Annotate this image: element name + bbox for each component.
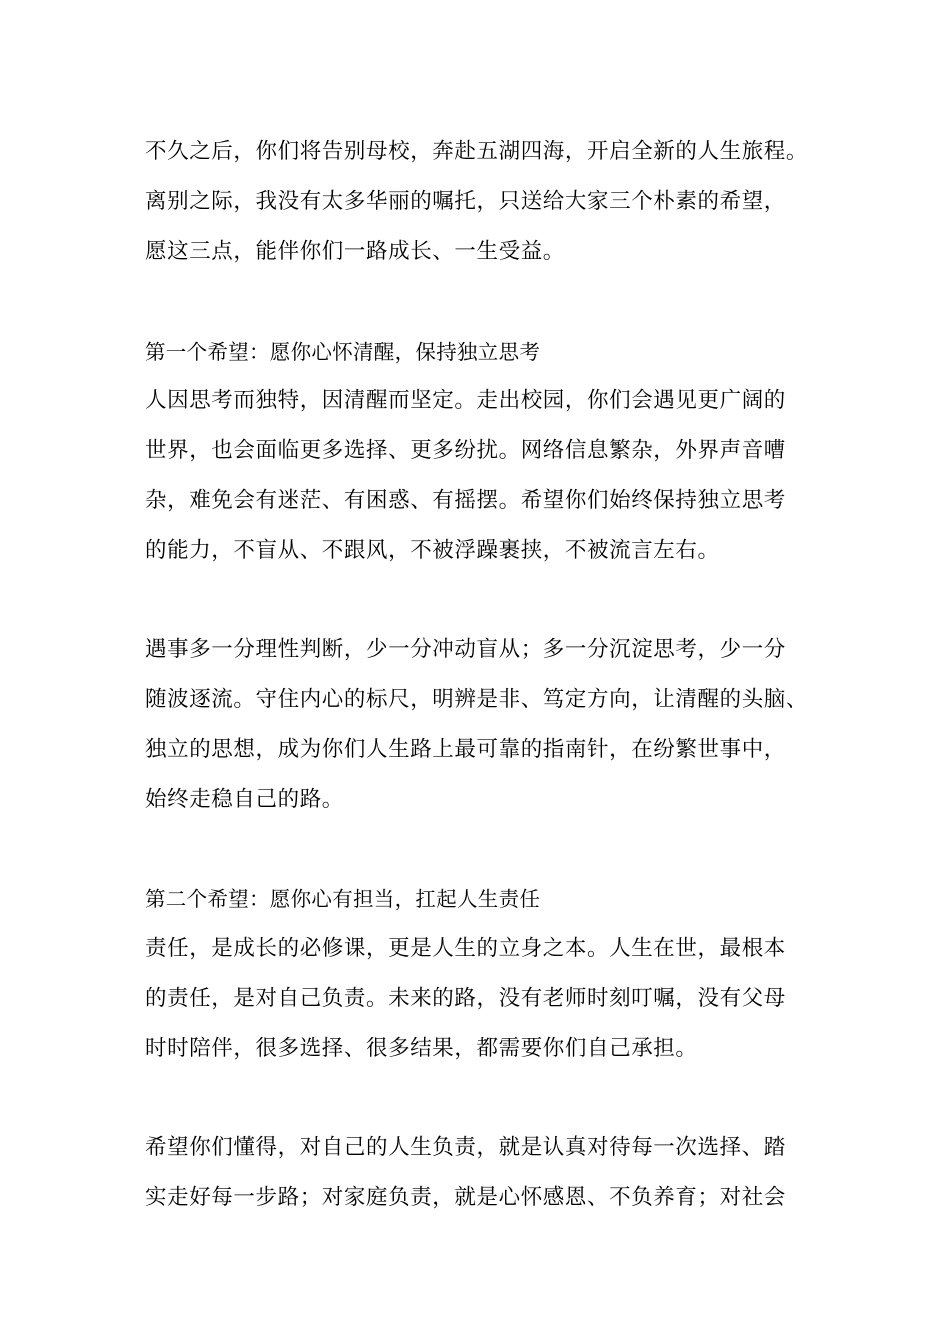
text-line: 始终走稳自己的路。 — [145, 787, 344, 812]
text-line: 时时陪伴，很多选择、很多结果，都需要你们自己承担。 — [145, 1036, 698, 1061]
text-line: 人因思考而独特，因清醒而坚定。走出校园，你们会遇见更广阔的 — [145, 388, 786, 413]
text-line: 的责任，是对自己负责。未来的路，没有老师时刻叮嘱，没有父母 — [145, 986, 786, 1011]
text-line: 世界，也会面临更多选择、更多纷扰。网络信息繁杂，外界声音嘈 — [145, 438, 786, 463]
text-line: 遇事多一分理性判断，少一分冲动盲从；多一分沉淀思考，少一分 — [145, 637, 786, 662]
section-heading-hope-2: 第二个希望：愿你心有担当，扛起人生责任 — [145, 887, 541, 911]
text-line: 杂，难免会有迷茫、有困惑、有摇摆。希望你们始终保持独立思考 — [145, 488, 786, 513]
text-line: 希望你们懂得，对自己的人生负责，就是认真对待每一次选择、踏 — [145, 1135, 786, 1160]
text-line: 随波逐流。守住内心的标尺，明辨是非、笃定方向，让清醒的头脑、 — [145, 687, 809, 712]
section-heading-hope-1: 第一个希望：愿你心怀清醒，保持独立思考 — [145, 340, 541, 364]
text-line: 愿这三点，能伴你们一路成长、一生受益。 — [145, 239, 565, 264]
text-line: 责任，是成长的必修课，更是人生的立身之本。人生在世，最根本 — [145, 936, 786, 961]
text-line: 离别之际，我没有太多华丽的嘱托，只送给大家三个朴素的希望， — [145, 189, 786, 214]
text-line: 独立的思想，成为你们人生路上最可靠的指南针，在纷繁世事中， — [145, 737, 786, 762]
text-line: 实走好每一步路；对家庭负责，就是心怀感恩、不负养育；对社会 — [145, 1185, 786, 1210]
text-line: 不久之后，你们将告别母校，奔赴五湖四海，开启全新的人生旅程。 — [145, 139, 809, 164]
text-line: 的能力，不盲从、不跟风，不被浮躁裹挟，不被流言左右。 — [145, 538, 720, 563]
